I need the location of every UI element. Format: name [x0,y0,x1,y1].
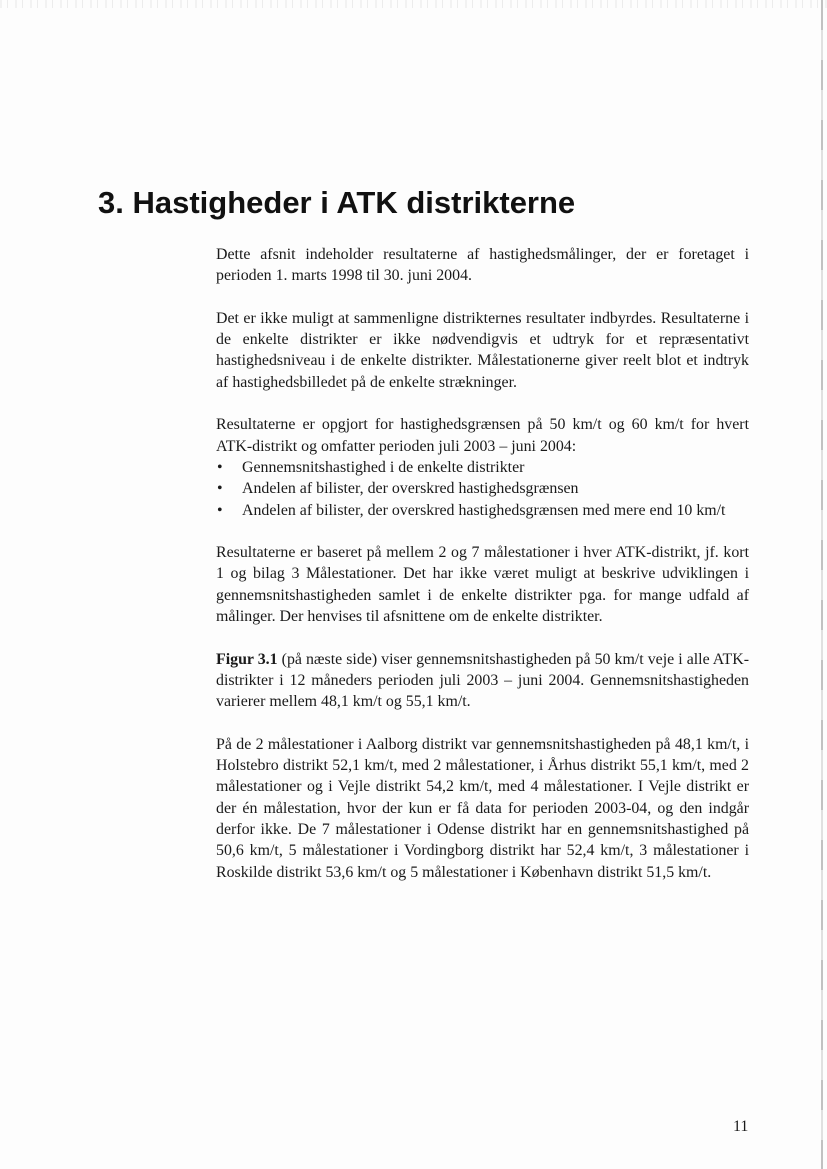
scan-artifact-right-edge [821,0,823,1169]
figure-reference: Figur 3.1 [216,650,278,668]
body-text [216,244,749,904]
bullet-glyph: • [217,480,223,498]
scan-artifact-top [0,0,827,8]
paragraph-district-results: På de 2 målestationer i Aalborg distrikt var gennemsnitshastigheden på 48,1 km/t, i Holstebro distrikt 52,1 km/t, med 2 målestationer, i Århus distrikt 55,1 km/t, med 2 målestationer og i Vejle distrikt 54,2 km/t, med 4 målestationer. I Vejle distrikt er der én målestation, hvor der kun er få data for perioden 2003-04, og den indgår derfor ikke. De 7 målestationer i Odense distrikt har en gennemsnitshastighed på 50,6 km/t, 5 målestationer i Vordingborg distrikt har 52,4 km/t, 3 målestationer i Roskilde distrikt 53,6 km/t og 5 målestationer i København distrikt 51,5 km/t. [216,735,749,881]
bullet-item [216,500,749,521]
section-heading: 3. Hastigheder i ATK distrikterne [98,185,576,220]
bullet-glyph: • [217,458,223,476]
bullet-glyph: • [217,501,223,519]
bullet-text: Andelen af bilister, der overskred hastighedsgrænsen med mere end 10 km/t [242,501,726,519]
bullet-text: Gennemsnitshastighed i de enkelte distrikter [242,458,525,476]
bullet-text: Andelen af bilister, der overskred hastighedsgrænsen [242,480,579,498]
bullet-item [216,457,749,478]
figure-reference-text: (på næste side) viser gennemsnitshastigheden på 50 km/t veje i alle ATK-distrikter i 12 måneders perioden juli 2003 – juni 2004. Gennemsnitshastigheden varierer mellem 48,1 km/t og 55,1 km/t. [216,650,749,711]
results-bullet-list [216,457,749,521]
paragraph-intro: Dette afsnit indeholder resultaterne af hastighedsmålinger, der er foretaget i perioden 1. marts 1998 til 30. juni 2004. [216,246,749,285]
page-number: 11 [733,1118,749,1135]
paragraph-comparison-note: Det er ikke muligt at sammenligne distrikternes resultater indbyrdes. Resultaterne i de enkelte distrikter er ikke nødvendigvis et udtryk for et repræsentativt hastighedsniveau i de enkelte distrikter. Målestationerne giver reelt blot et indtryk af hastighedsbilledet på de enkelte strækninger. [216,309,749,391]
paragraph-results-scope: Resultaterne er opgjort for hastighedsgrænsen på 50 km/t og 60 km/t for hvert ATK-distrikt og omfatter perioden juli 2003 – juni 2004: [216,416,749,455]
paragraph-measurement-basis: Resultaterne er baseret på mellem 2 og 7 målestationer i hver ATK-distrikt, jf. kort 1 og bilag 3 Målestationer. Det har ikke været muligt at beskrive udviklingen i gennemsnitshastigheden samlet i de enkelte distrikter pga. for mange udfald af målinger. Der henvises til afsnittene om de enkelte distrikter. [216,544,749,626]
paragraph-figure-reference [216,649,749,713]
bullet-item [216,478,749,499]
